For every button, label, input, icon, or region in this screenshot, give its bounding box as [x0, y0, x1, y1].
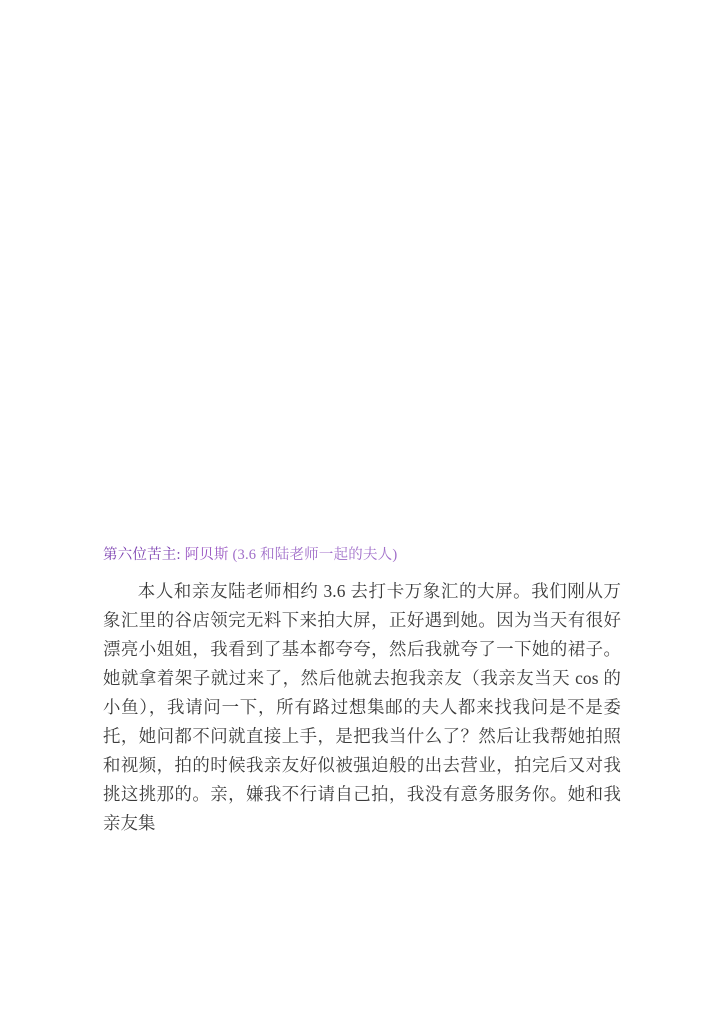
heading-name: 阿贝斯 [184, 547, 229, 563]
text-block [103, 545, 621, 838]
heading-prefix: 第六位苦主: [103, 547, 181, 563]
heading-note: (3.6 和陆老师一起的夫人) [232, 547, 398, 563]
section-heading [103, 545, 621, 567]
body-paragraph: 本人和亲友陆老师相约 3.6 去打卡万象汇的大屏。我们刚从万象汇里的谷店领完无料下来拍大屏，正好遇到她。因为当天有很好漂亮小姐姐，我看到了基本都夸夸，然后我就夸了一下她的裙子。她就拿着架子就过来了，然后他就去抱我亲友（我亲友当天 cos 的小鱼），我请问一下，所有路过想集邮的夫人都来找我问是不是委托，她问都不问就直接上手，是把我当什么了？然后让我帮她拍照和视频，拍的时候我亲友好似被强迫般的出去营业，拍完后又对我挑这挑那的。亲，嫌我不行请自己拍，我没有意务服务你。她和我亲友集 [103, 580, 621, 834]
